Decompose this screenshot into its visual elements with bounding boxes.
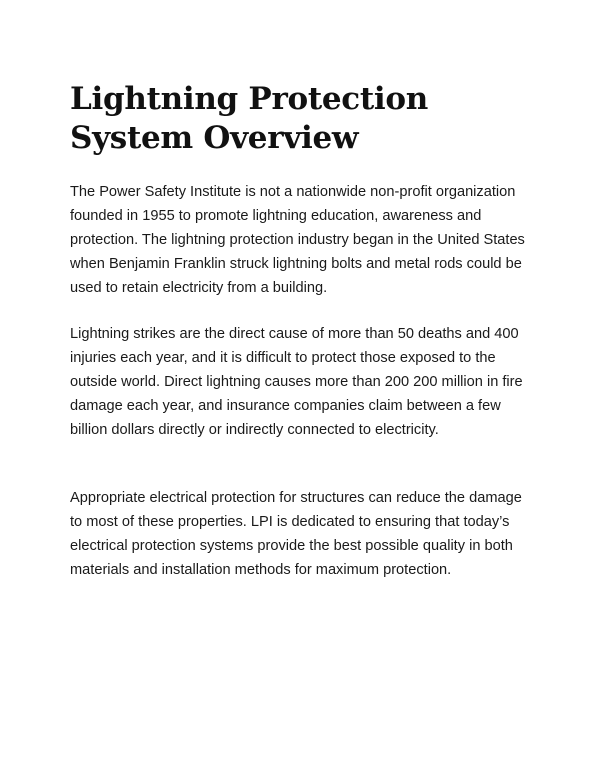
page-title	[70, 80, 540, 158]
title-line-1: Lightning Protection	[70, 81, 428, 117]
paragraph-lightning-statistics: Lightning strikes are the direct cause of more than 50 deaths and 400 injuries each year, and it is difficult to protect those exposed to the outside world. Direct lightning causes more than 200 200 million in fire damage each year, and insurance companies claim between a few billion dollars directly or indirectly connected to electricity.	[70, 326, 523, 438]
paragraph-intro: The Power Safety Institute is not a nationwide non-profit organization founded in 1955 to promote lightning education, awareness and protection. The lightning protection industry began in the United States when Benjamin Franklin struck lightning bolts and metal rods could be used to retain electricity from a building.	[70, 184, 525, 296]
paragraph-protection-mission: Appropriate electrical protection for structures can reduce the damage to most of these properties. LPI is dedicated to ensuring that today’s electrical protection systems provide the best possible quality in both materials and installation methods for maximum protection.	[70, 490, 522, 578]
title-line-2: System Overview	[70, 120, 359, 156]
